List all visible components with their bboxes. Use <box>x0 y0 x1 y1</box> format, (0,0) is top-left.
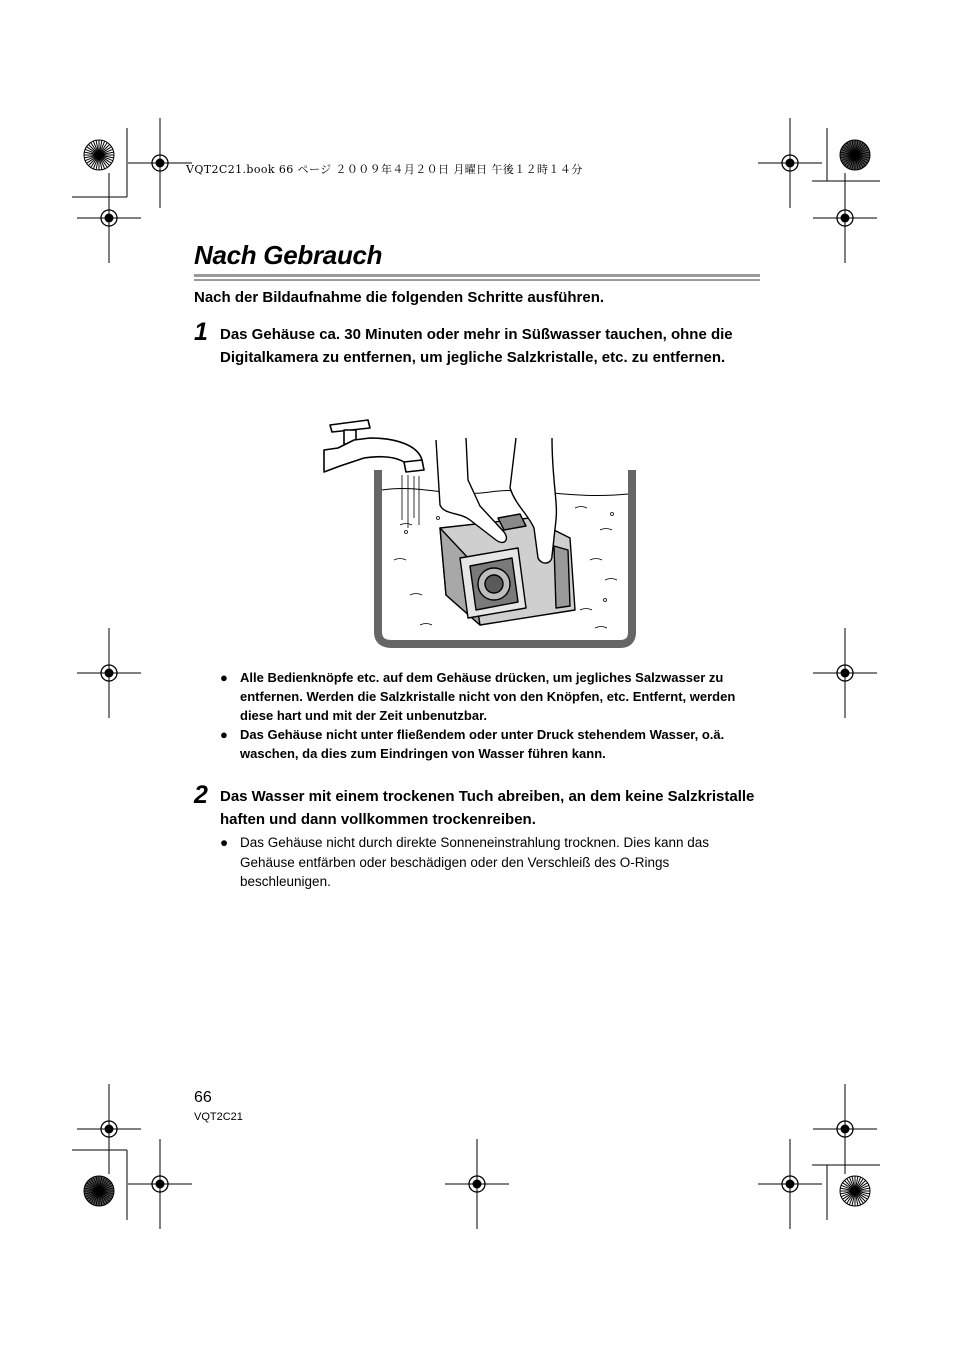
note-text: Das Gehäuse nicht unter fließendem oder unter Druck stehendem Wasser, o.ä. waschen, da dies zum Eindringen von Wasser führen kann. <box>240 727 725 761</box>
step-number-1: 1 <box>194 318 208 346</box>
note-item <box>220 668 745 725</box>
page-number: 66 <box>194 1089 212 1106</box>
intro-text: Nach der Bildaufnahme die folgenden Schritte ausführen. <box>194 289 605 306</box>
bullet-icon: ● <box>220 670 228 685</box>
faucet-icon <box>324 420 424 472</box>
print-header: VQT2C21.book 66 ページ ２００９年４月２０日 月曜日 午後１２時１４分 <box>186 163 583 176</box>
title-rule <box>194 274 760 277</box>
note-item <box>220 725 745 763</box>
step-text-2: Das Wasser mit einem trockenen Tuch abreiben, an dem keine Salzkristalle haften und dann vollkommen trockenreiben. <box>220 788 755 828</box>
step-2-notes <box>220 833 760 892</box>
title-rule <box>194 279 760 281</box>
step-number-2: 2 <box>194 781 208 809</box>
bullet-icon: ● <box>220 835 229 850</box>
step-1-notes <box>220 668 745 763</box>
soaking-illustration <box>320 410 640 650</box>
bullet-icon: ● <box>220 727 228 742</box>
document-code: VQT2C21 <box>194 1111 243 1123</box>
note-text: Das Gehäuse nicht durch direkte Sonneneinstrahlung trocknen. Dies kann das Gehäuse entfärben oder beschädigen oder den Verschleiß des O-Rings beschleunigen. <box>240 835 710 889</box>
note-item <box>220 833 760 892</box>
page-title: Nach Gebrauch <box>194 240 383 270</box>
note-text: Alle Bedienknöpfe etc. auf dem Gehäuse drücken, um jegliches Salzwasser zu entfernen. Werden die Salzkristalle nicht von den Knöpfen, etc. Entfernt, werden diese hart und mit der Zeit unbenutzbar. <box>240 670 736 723</box>
step-text-1: Das Gehäuse ca. 30 Minuten oder mehr in Süßwasser tauchen, ohne die Digitalkamera zu entfernen, um jegliche Salzkristalle, etc. zu entfernen. <box>220 326 733 366</box>
